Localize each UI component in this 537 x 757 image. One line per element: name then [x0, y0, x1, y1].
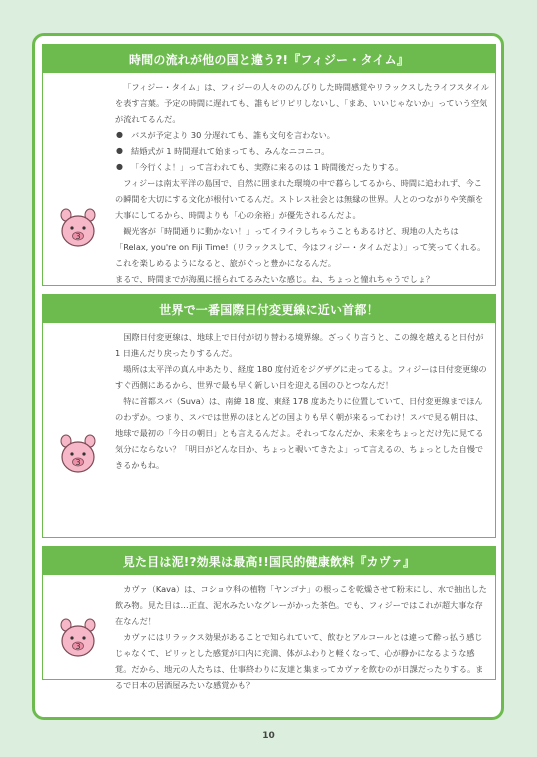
pig-mascot-icon	[58, 433, 98, 475]
bullet-icon: ●	[116, 130, 123, 139]
paragraph: フィジーは南太平洋の島国で、自然に囲まれた環境の中で暮らしてるから、時間に追われず、今この瞬間を大切にする文化が根付いてるんだ。ストレス社会とは無縁の世界。人とのつながりや笑顔を大事にしてるから、時間よりも「心の余裕」が優先されるんだよ。	[115, 178, 484, 220]
section-title: 世界で一番国際日付変更線に近い首都！	[43, 295, 495, 323]
bullet-icon: ●	[116, 162, 123, 171]
mascot-label: 3	[75, 458, 81, 467]
bullet-icon: ●	[116, 146, 123, 155]
closing-line: まるで、時間までが海風に揺られてるみたいな感じ。ね、ちょっと憧れちゃうでしょ？	[115, 274, 435, 284]
paragraph: 場所は太平洋の真ん中あたり、経度 180 度付近をジグザグに走ってるよ。フィジーは日付変更線のすぐ西側にあるから、世界で最も早く新しい日を迎える国のひとつなんだ！	[115, 364, 487, 390]
section-title: 時間の流れが他の国と違う?!『フィジー・タイム』	[43, 45, 495, 73]
paragraph: 国際日付変更線は、地球上で日付が切り替わる境界線。ざっくり言うと、この線を越えると日付が 1 日進んだり戻ったりするんだ。	[115, 332, 484, 358]
section-fiji-time	[42, 44, 496, 286]
mascot-label: 3	[75, 642, 81, 651]
paragraph: 特に首都スバ（Suva）は、南緯 18 度、東経 178 度あたりに位置していて、日付変更線までほんのわずか。つまり、スバでは世界のほとんどの国よりも早く朝が来るってわけ！スバで見る朝日は、地球で最初の「今日の朝日」とも言えるんだよ。それってなんだか、未来をちょっとだけ先に見てる気分にならない？「明日がどんな日か、ちょっと覗いてきたよ」って言えるの、ちょっとした自慢できるかもね。	[115, 396, 484, 470]
pig-mascot-icon	[58, 207, 98, 249]
bullet-item: ● バスが予定より 30 分遅れても、誰も文句を言わない。	[115, 127, 489, 143]
paragraph: カヴァ（Kava）は、コショウ科の植物「ヤンゴナ」の根っこを乾燥させて粉末にし、水で抽出した飲み物。見た目は…正直、泥水みたいなグレーがかった茶色。でも、フィジーではこれが超大事な存在なんだ！	[115, 584, 487, 626]
bullet-list	[115, 127, 489, 175]
section-date-line	[42, 294, 496, 538]
paragraph: カヴァにはリラックス効果があることで知られていて、飲むとアルコールとは違って酔っ払う感じじゃなくて、ピリッとした感覚が口内に充満、体がふわりと軽くなって、心が静かになるような感覚。だから、地元の人たちは、仕事終わりに友達と集まってカヴァを飲むのが日課だったりする。まるで日本の居酒屋みたいな感覚かも？	[115, 632, 484, 690]
paragraph: 観光客が「時間通りに動かない！」ってイライラしちゃうこともあるけど、現地の人たちは「Relax, you're on Fiji Time!（リラックスして、今はフィジー・タイムだよ）」って笑ってくれる。これを楽しめるようになると、旅がぐっと豊かになるんだ。	[115, 226, 486, 268]
pig-mascot-icon	[58, 617, 98, 659]
page-number: 10	[262, 731, 275, 741]
section-title: 見た目は泥!?効果は最高!!国民的健康飲料『カヴァ』	[43, 547, 495, 575]
bullet-item: ● 「今行くよ！」って言われても、実際に来るのは 1 時間後だったりする。	[115, 159, 489, 175]
mascot-label: 3	[75, 232, 81, 241]
paragraph: 「フィジー・タイム」は、フィジーの人々ののんびりした時間感覚やリラックスしたライフスタイルを表す言葉。予定の時間に遅れても、誰もピリピリしないし、「まあ、いいじゃないか」っていう空気が流れてるんだ。	[115, 82, 489, 124]
bullet-item: ● 結婚式が 1 時間遅れて始まっても、みんなニコニコ。	[115, 143, 489, 159]
section-kava	[42, 546, 496, 690]
